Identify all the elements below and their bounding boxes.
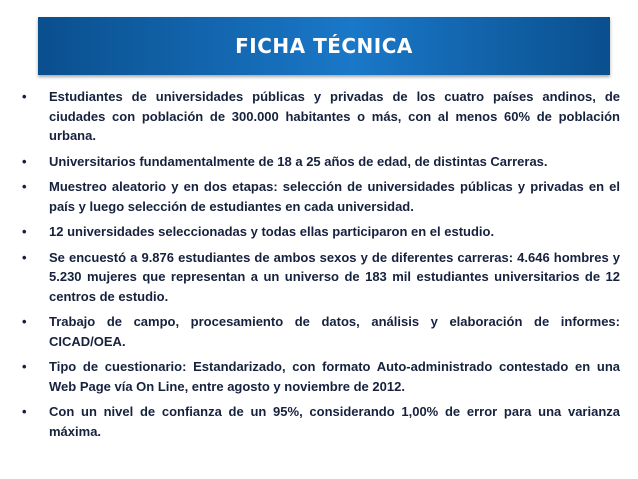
bullet-text: Se encuestó a 9.876 estudiantes de ambos sexos y de diferentes carreras: 4.646 hombres y 5.230 mujeres que representan a un universo de 183 mil estudiantes universitarios de 12 centros de estudio. xyxy=(49,249,620,304)
list-item xyxy=(22,248,620,307)
list-item xyxy=(22,222,620,242)
list-item xyxy=(22,357,620,396)
bullet-icon: • xyxy=(22,404,27,419)
bullet-text: Con un nivel de confianza de un 95%, considerando 1,00% de error para una varianza máxima. xyxy=(49,404,620,439)
bullet-text: Muestreo aleatorio y en dos etapas: selección de universidades públicas y privadas en el país y luego selección de estudiantes en cada universidad. xyxy=(49,179,620,214)
list-item xyxy=(22,177,620,216)
list-item xyxy=(22,152,620,172)
bullet-text: Tipo de cuestionario: Estandarizado, con formato Auto-administrado contestado en una Web Page vía On Line, entre agosto y noviembre de 2012. xyxy=(49,359,620,394)
bullet-icon: • xyxy=(22,249,27,265)
bullet-icon: • xyxy=(22,224,27,239)
list-item xyxy=(22,402,620,441)
bullet-icon: • xyxy=(22,359,27,374)
page-title: FICHA TÉCNICA xyxy=(235,34,413,58)
list-item xyxy=(22,87,620,146)
bullet-list xyxy=(22,87,620,447)
bullet-icon: • xyxy=(22,314,27,329)
bullet-text: Trabajo de campo, procesamiento de datos, análisis y elaboración de informes: CICAD/OEA. xyxy=(49,314,620,349)
bullet-icon: • xyxy=(22,153,27,169)
bullet-text: Universitarios fundamentalmente de 18 a 25 años de edad, de distintas Carreras. xyxy=(49,153,548,169)
title-banner xyxy=(38,17,610,75)
bullet-text: 12 universidades seleccionadas y todas ellas participaron en el estudio. xyxy=(49,224,495,239)
bullet-icon: • xyxy=(22,179,27,194)
bullet-text: Estudiantes de universidades públicas y privadas de los cuatro países andinos, de ciudades con población de 300.000 habitantes o más, con al menos 60% de población urbana. xyxy=(49,89,620,143)
list-item xyxy=(22,312,620,351)
bullet-icon: • xyxy=(22,89,27,104)
